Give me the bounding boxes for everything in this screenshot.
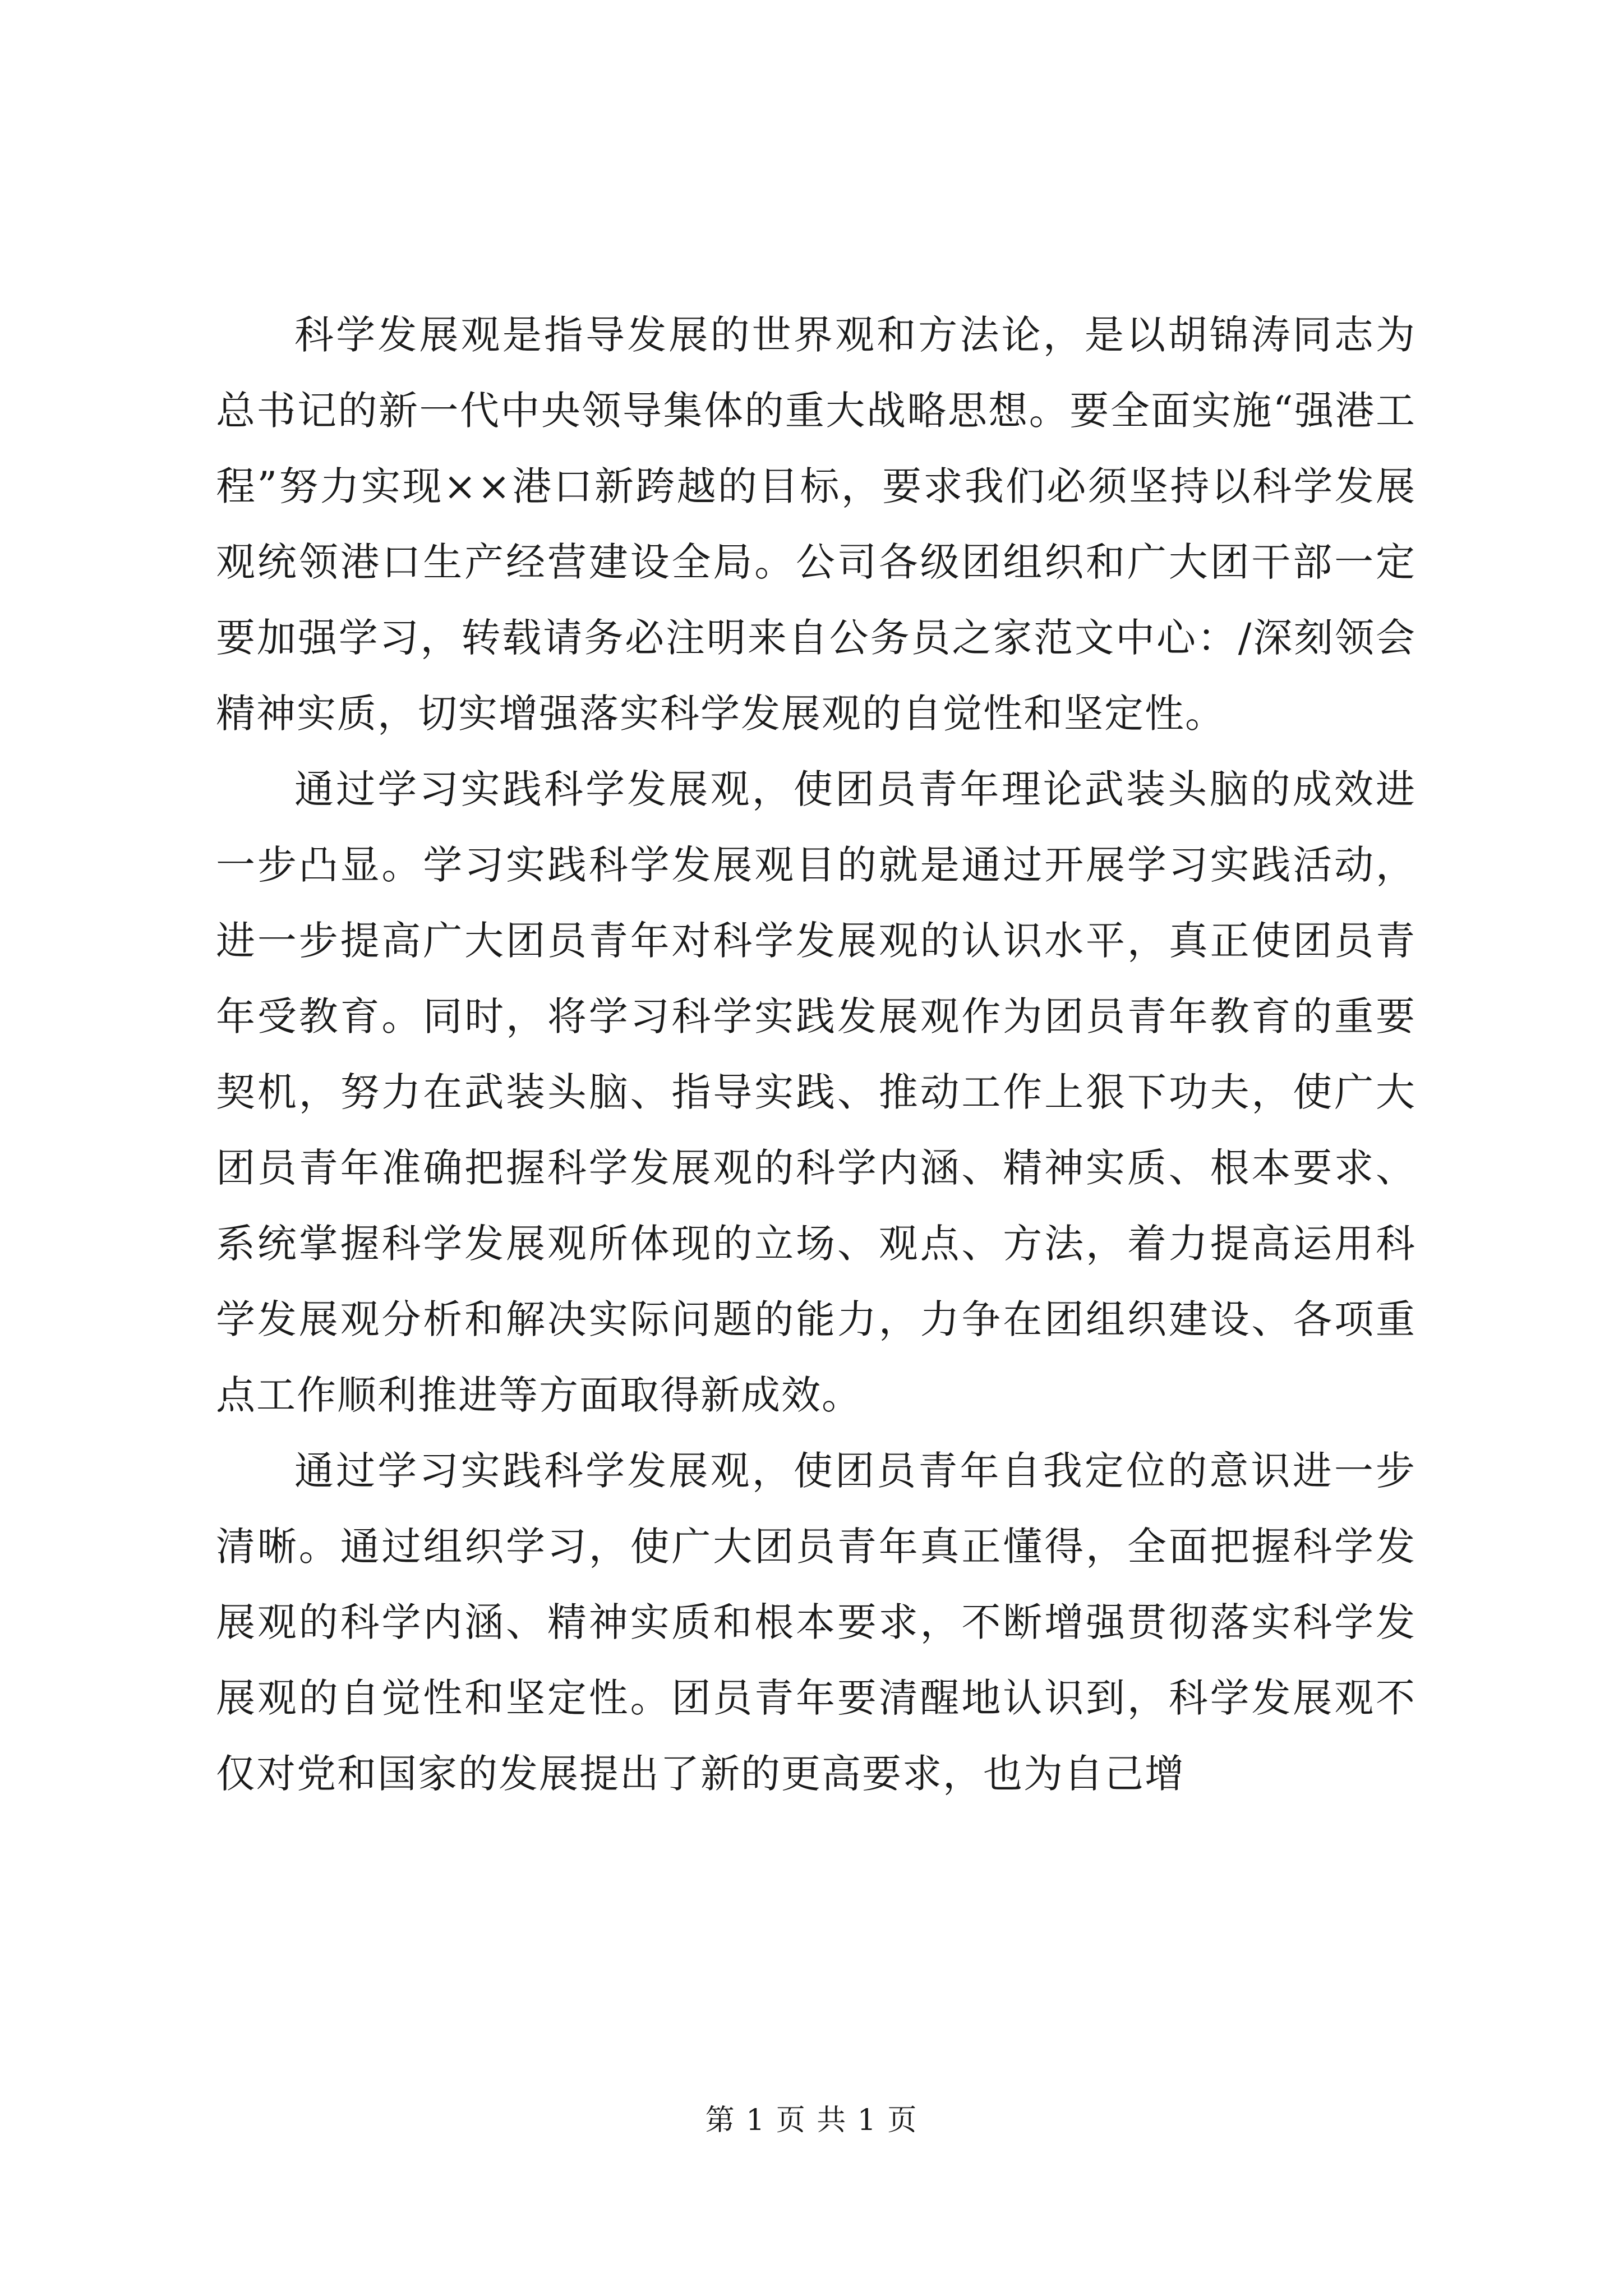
paragraph-1: 科学发展观是指导发展的世界观和方法论，是以胡锦涛同志为总书记的新一代中央领导集体的重大战略思想。要全面实施“强港工程”努力实现××港口新跨越的目标，要求我们必须坚持以科学发展观统领港口生产经营建设全局。公司各级团组织和广大团干部一定要加强学习，转载请务必注明来自公务员之家范文中心：/深刻领会精神实质，切实增强落实科学发展观的自觉性和坚定性。 [216,312,1416,737]
page-footer: 第 1 页 共 1 页 [705,2104,918,2137]
document-body [216,297,1416,1812]
paragraph-3: 通过学习实践科学发展观，使团员青年自我定位的意识进一步清晰。通过组织学习，使广大团员青年真正懂得，全面把握科学发展观的科学内涵、精神实质和根本要求，不断增强贯彻落实科学发展观的自觉性和坚定性。团员青年要清醒地认识到，科学发展观不仅对党和国家的发展提出了新的更高要求，也为自己增 [216,1448,1416,1797]
paragraph-2: 通过学习实践科学发展观，使团员青年理论武装头脑的成效进一步凸显。学习实践科学发展观目的就是通过开展学习实践活动，进一步提高广大团员青年对科学发展观的认识水平，真正使团员青年受教育。同时，将学习科学实践发展观作为团员青年教育的重要契机，努力在武装头脑、指导实践、推动工作上狠下功夫，使广大团员青年准确把握科学发展观的科学内涵、精神实质、根本要求、系统掌握科学发展观所体现的立场、观点、方法，着力提高运用科学发展观分析和解决实际问题的能力，力争在团组织建设、各项重点工作顺利推进等方面取得新成效。 [216,766,1416,1418]
